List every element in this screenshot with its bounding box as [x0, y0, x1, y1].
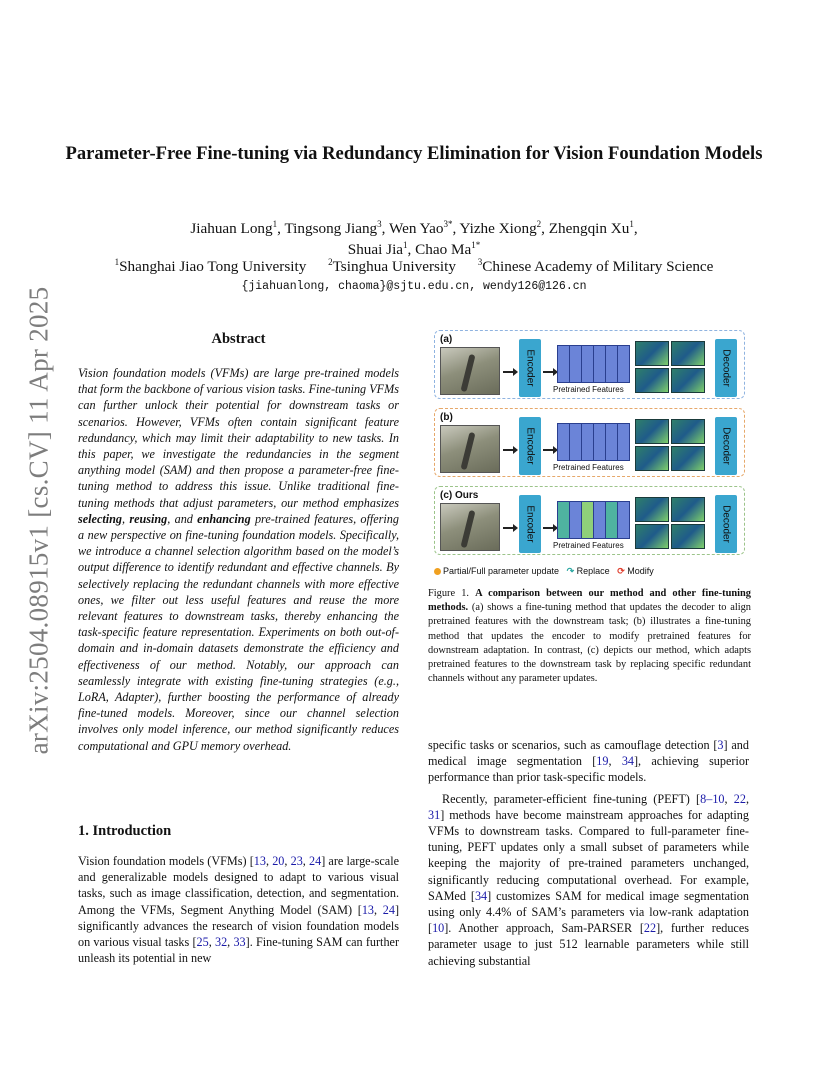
- affiliation: [115, 258, 307, 275]
- feature-maps: [635, 497, 705, 549]
- figure-1: [428, 328, 751, 580]
- author-name: Yizhe Xiong: [459, 220, 537, 237]
- citation-link[interactable]: 20: [272, 854, 285, 868]
- body-text: ,: [745, 791, 749, 806]
- caption-title: A comparison between our method and other fine-tuning methods.: [428, 588, 751, 614]
- affil-sup: 1: [114, 256, 120, 267]
- author-affil-sup: 1*: [471, 239, 481, 250]
- input-image: [440, 347, 500, 395]
- body-text: ] customizes SAM for medical image segmentation using only 4.4% of SAM’s parameters via low-rank adaptation [: [428, 888, 749, 936]
- features-label: Pretrained Features: [553, 541, 624, 550]
- affil-sup: 2: [328, 256, 333, 267]
- intro-text: ,: [284, 854, 291, 868]
- input-image: [440, 425, 500, 473]
- body-text: ,: [724, 791, 734, 806]
- encoder-label: Encoder: [524, 349, 536, 387]
- decoder-block: [715, 339, 737, 397]
- panel-label: (b): [440, 412, 453, 423]
- decoder-label: Decoder: [720, 427, 732, 465]
- citation-link[interactable]: 13: [361, 902, 374, 917]
- pretrained-features: [557, 501, 635, 541]
- feature-maps: [635, 419, 705, 471]
- panel-label: (a): [440, 334, 453, 345]
- body-text: ], achieving superior performance than prior task-specific models.: [428, 754, 750, 785]
- modify-cycle-icon: ⟳: [617, 566, 625, 576]
- arrow-icon: [503, 527, 515, 529]
- author-affil-sup: 3*: [443, 218, 453, 229]
- arrow-icon: [503, 371, 515, 373]
- affiliation-name: Tsinghua University: [332, 258, 456, 275]
- author-list: Jiahuan Long$^1$, Tingsong Jiang$^3$, Wen Yao$^{3*}$, Yizhe Xiong$^2$, Zhengqin Xu$^1$, Shuai Jia$^1$, Chao $Ma^{1*}$: [190, 218, 638, 258]
- figure-panel-a: [434, 330, 745, 399]
- affiliation: [478, 258, 714, 275]
- body-text: ]. Another approach, Sam-PARSER [: [444, 921, 644, 936]
- affiliation: [328, 258, 456, 275]
- input-image: [440, 503, 500, 551]
- legend-replace-label: Replace: [576, 566, 610, 576]
- intro-text: ,: [302, 854, 309, 868]
- author-name: Tingsong Jiang: [284, 220, 378, 237]
- paper-title: Parameter-Free Fine-tuning via Redundancy Elimination for Vision Foundation Models: [65, 143, 763, 164]
- replace-arrow-icon: ↷: [566, 566, 575, 576]
- encoder-label: Encoder: [524, 505, 536, 543]
- author-affil-sup: 3: [377, 218, 382, 229]
- body-text: ] methods have become mainstream approaches for adapting VFMs to downstream tasks. Compared to full-parameter fine-tuning, PEFT updates only a small subset of parameters while keeping the majority of pre-trained parameters unchanged, significantly reducing computational overhead. For example, SAMed [: [428, 807, 749, 903]
- features-label: Pretrained Features: [553, 385, 624, 394]
- citation-link[interactable]: 32: [214, 935, 228, 950]
- decoder-label: Decoder: [720, 349, 732, 387]
- abstract-emphasis: selecting: [78, 511, 123, 526]
- author-affil-sup: 1: [403, 239, 408, 250]
- body-text: ,: [608, 754, 622, 769]
- citation-link[interactable]: 25: [196, 935, 209, 950]
- author-affil-sup: 1: [629, 218, 634, 229]
- panel-label: (c) Ours: [440, 490, 479, 501]
- author-emails[interactable]: {jiahuanlong, chaoma}@sjtu.edu.cn, wendy126@126.cn: [241, 280, 587, 293]
- abstract-body: [78, 365, 399, 754]
- citation-link[interactable]: 13: [253, 854, 266, 868]
- arrow-icon: [543, 527, 555, 529]
- abstract-emphasis: enhancing: [197, 511, 251, 526]
- affil-sup: 3: [477, 256, 483, 267]
- citation-link[interactable]: 10: [432, 921, 445, 936]
- figure-panel-b: [434, 408, 745, 477]
- citation-link[interactable]: 22: [733, 791, 746, 806]
- paragraph: [428, 737, 749, 786]
- abstract-text: pre-trained features, offering a new perspective on fine-tuning foundation models. Specifically, we introduce a channel selection algorithm based on the model’s output difference to identify redundant and effective channels. By selectively replacing the redundant channels with more effective ones, we filter out less useful features and reuse the more relevant features to downstream tasks, thereby enhancing the task-specific feature representation. Experiments on both out-of-domain and in-domain datasets demonstrate the efficiency and effectiveness of our method. Notably, our approach can seamlessly integrate with existing fine-tuning strategies (e.g., LoRA, Adapter), further boosting the performance of already fine-tuned models. Moreover, since our channel selection involves only model inference, our method significantly reduces computational and GPU memory overhead.: [78, 511, 399, 753]
- encoder-block: [519, 495, 541, 553]
- author-name: Jiahuan Long: [190, 220, 273, 237]
- arxiv-identifier: [14, 282, 64, 758]
- citation-link[interactable]: 31: [428, 807, 441, 822]
- citation-link[interactable]: 8–10: [700, 791, 725, 806]
- citation-link[interactable]: 23: [290, 854, 303, 868]
- decoder-label: Decoder: [720, 505, 732, 543]
- citation-link[interactable]: 24: [382, 902, 395, 917]
- intro-text: ,: [208, 935, 215, 950]
- affiliation-list: [60, 257, 768, 277]
- arxiv-id-text: arXiv:2504.08915v1 [cs.CV] 11 Apr 2025: [23, 286, 54, 754]
- intro-text: ] significantly advances the research of vision foundation models on various visual tasks [: [78, 902, 400, 950]
- intro-text: ] are large-scale and generalizable models designed to adapt to various visual tasks, such as image classification, detection, and segmentation. Among the VFMs, Segment Anything Model (SAM) [: [78, 854, 400, 917]
- citation-link[interactable]: 33: [233, 935, 246, 950]
- figure-caption: [428, 587, 751, 686]
- author-name: Zhengqin Xu: [548, 220, 630, 237]
- abstract-emphasis: reusing: [129, 511, 168, 526]
- intro-text: ,: [374, 902, 383, 917]
- author-affil-sup: 2: [536, 218, 542, 229]
- arrow-icon: [543, 449, 555, 451]
- encoder-block: [519, 417, 541, 475]
- citation-link[interactable]: 19: [596, 754, 609, 769]
- paragraph: [428, 791, 749, 969]
- arrow-icon: [543, 371, 555, 373]
- right-column-body: [428, 737, 749, 969]
- arrow-icon: [503, 449, 515, 451]
- flame-icon: [434, 568, 441, 575]
- decoder-block: [715, 417, 737, 475]
- intro-text: ]. Fine-tuning SAM can further unleash its potential in new: [78, 935, 400, 966]
- body-text: Recently, parameter-efficient fine-tuning (PEFT) [: [442, 791, 701, 806]
- citation-link[interactable]: 34: [474, 888, 488, 903]
- decoder-block: [715, 495, 737, 553]
- citation-link[interactable]: 34: [621, 754, 634, 769]
- figure-panel-c: [434, 486, 745, 555]
- encoder-label: Encoder: [524, 427, 536, 465]
- citation-link[interactable]: 24: [309, 854, 322, 868]
- affiliation-name: Shanghai Jiao Tong University: [119, 258, 307, 275]
- introduction-heading: 1. Introduction: [78, 823, 172, 839]
- caption-text: (a) shows a fine-tuning method that updates the decoder to align pretrained features with the downstream task; (b) illustrates a fine-tuning method that updates the encoder to modify pretrained features for downstream adaptation. In contrast, (c) depicts our method, which adapts pretrained features to the downstream task by replacing specific redundant channels without any parameter updates.: [428, 602, 751, 685]
- legend-modify-label: Modify: [627, 566, 654, 576]
- abstract-text: ,: [122, 511, 130, 526]
- caption-label: Figure 1.: [428, 588, 469, 599]
- author-name: Shuai Jia: [347, 241, 404, 258]
- intro-text: Vision foundation models (VFMs) [: [78, 854, 254, 868]
- features-label: Pretrained Features: [553, 463, 624, 472]
- body-text: ] and medical image segmentation [: [428, 738, 749, 769]
- abstract-text: , and: [167, 511, 198, 526]
- pretrained-features: [557, 345, 635, 385]
- intro-text: ,: [227, 935, 234, 950]
- affiliation-name: Chinese Academy of Military Science: [482, 258, 714, 275]
- citation-link[interactable]: 3: [717, 738, 724, 752]
- abstract-heading: Abstract: [211, 331, 266, 347]
- citation-link[interactable]: 22: [643, 921, 657, 936]
- figure-legend: [434, 566, 654, 577]
- author-name: Chao Ma: [415, 241, 472, 258]
- legend-update-label: Partial/Full parameter update: [443, 566, 560, 576]
- abstract-text: Vision foundation models (VFMs) are large pre-trained models that form the backbone of various vision tasks. Fine-tuning VFMs can further unlock their potential for downstream tasks or scenarios. However, VFMs often contain significant feature redundancy, which may limit their adaptability to new tasks. In this paper, we investigate the redundancies in the segment anything model (SAM) and then propose a parameter-free fine-tuning method to address this issue. Unlike traditional fine-tuning methods that adjust parameters, our method emphasizes: [78, 366, 399, 510]
- body-text: ], further reduces parameter usage to just 512 learnable parameters while still achieving substantial: [428, 921, 749, 968]
- author-name: Wen Yao: [388, 220, 444, 237]
- author-affil-sup: 1: [272, 218, 278, 229]
- feature-maps: [635, 341, 705, 393]
- pretrained-features: [557, 423, 635, 463]
- introduction-body: [78, 853, 399, 966]
- intro-text: ,: [265, 854, 273, 868]
- encoder-block: [519, 339, 541, 397]
- body-text: specific tasks or scenarios, such as camouflage detection [: [428, 738, 718, 752]
